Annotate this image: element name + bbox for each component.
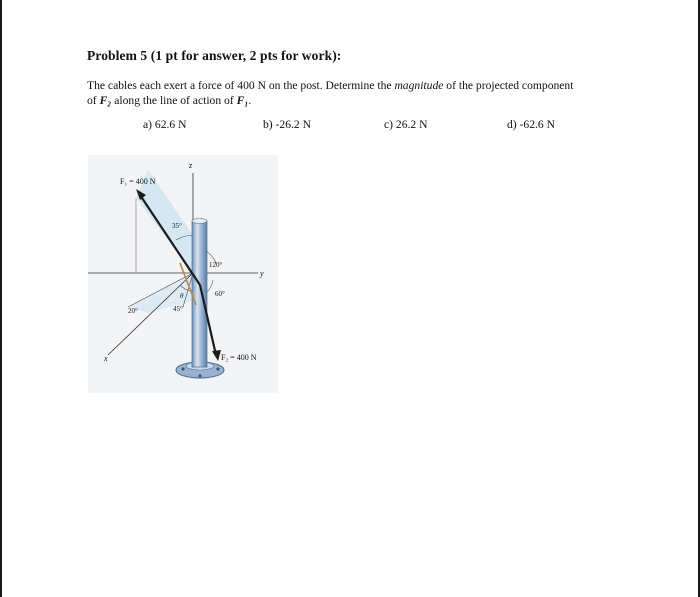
- statement-part-5: .: [248, 94, 252, 107]
- statement-part-3: of: [87, 94, 100, 107]
- choice-b: b) -26.2 N: [263, 118, 311, 131]
- angle-35-label: 35°: [172, 222, 182, 230]
- statement-part-4: along the line of action of: [111, 94, 237, 107]
- statement-f1: F₁: [236, 94, 249, 107]
- problem-title: Problem 5 (1 pt for answer, 2 pts for work):: [87, 48, 342, 63]
- angle-theta-label: θ: [180, 292, 184, 300]
- choice-c: c) 26.2 N: [384, 118, 428, 131]
- bolt: [198, 374, 201, 377]
- f2-label: F₂ = 400 N: [221, 353, 257, 362]
- post-top: [192, 219, 207, 224]
- statement-f2: F₂: [99, 94, 112, 107]
- problem-statement: [87, 78, 627, 108]
- x-axis-label: x: [104, 354, 108, 363]
- left-edge: [0, 0, 2, 597]
- f1-label: F₁ = 400 N: [120, 177, 156, 186]
- statement-part-1: The cables each exert a force of 400 N on the post. Determine the: [87, 79, 395, 92]
- z-axis-label: z: [189, 161, 193, 170]
- y-axis-label: y: [260, 269, 264, 278]
- choice-d: d) -62.6 N: [507, 118, 555, 131]
- bolt: [181, 367, 184, 370]
- bolt: [216, 367, 219, 370]
- angle-45-label: 45°: [173, 305, 183, 313]
- statement-part-2: of the projected component: [443, 79, 574, 92]
- post: [192, 221, 207, 367]
- angle-120-label: 120°: [209, 261, 223, 269]
- angle-20-label: 20°: [128, 307, 138, 315]
- choice-a: a) 62.6 N: [143, 118, 187, 131]
- post-cable-figure: [88, 155, 288, 395]
- statement-magnitude: magnitude: [394, 79, 444, 92]
- angle-60-label: 60°: [215, 290, 225, 298]
